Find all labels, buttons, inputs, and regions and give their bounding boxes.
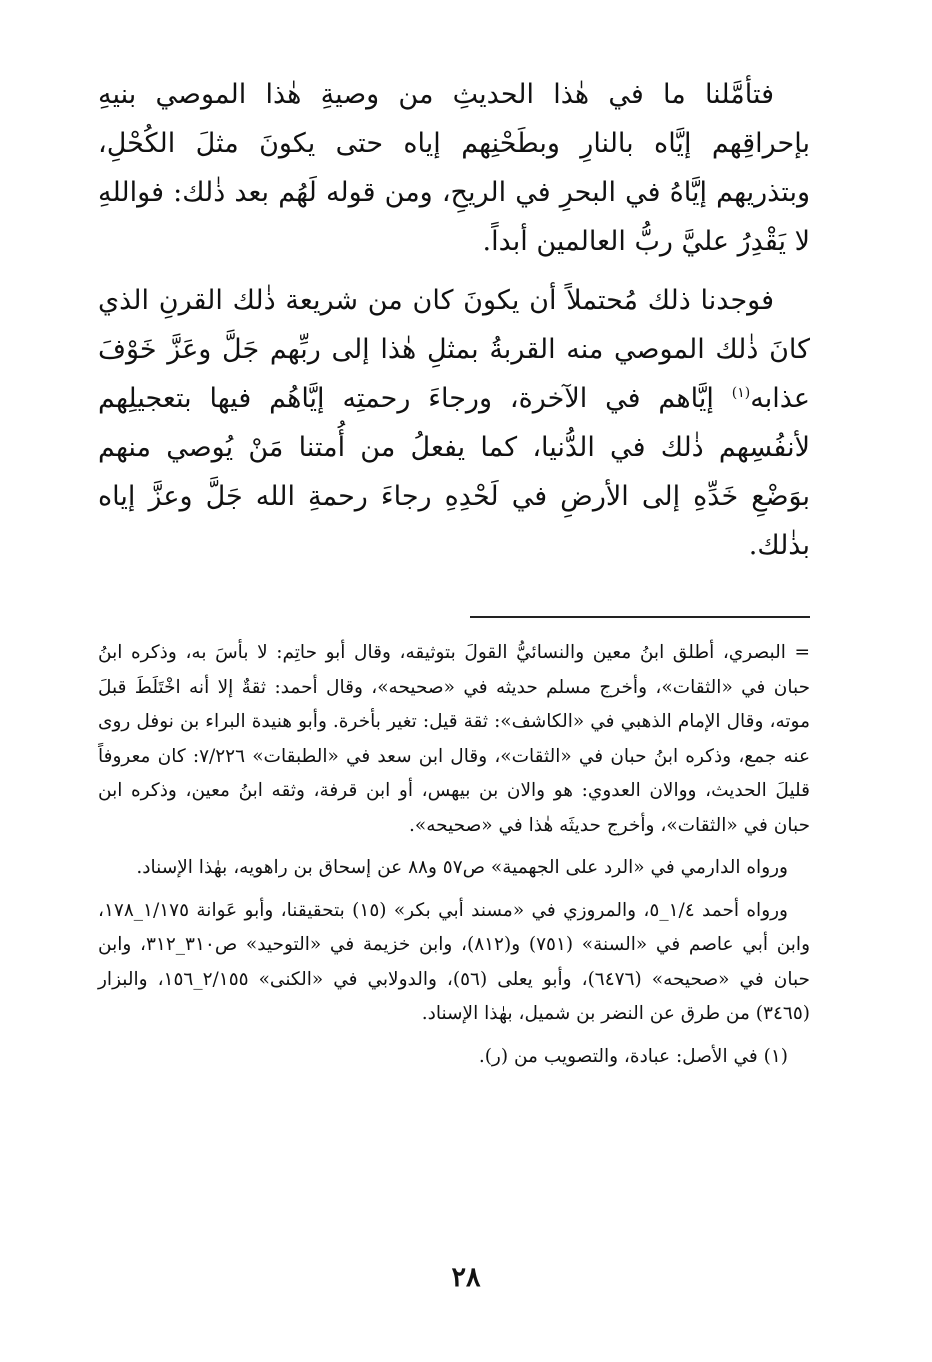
- footnote-ahmad: ورواه أحمد ١/٤_٥، والمروزي في «مسند أبي بكر» (١٥) بتحقيقنا، وأبو عَوانة ١/١٧٥_١٧٨، وابن أبي عاصم في «السنة» (٧٥١) و(٨١٢)، وابن خزيمة في «التوحيد» ص٣١٠_٣١٢، وابن حبان في «صحيحه» (٦٤٧٦)، وأبو يعلى (٥٦)، والدولابي في «الكنى» ٢/١٥٥_١٥٦، والبزار (٣٤٦٥) من طرق عن النضر بن شميل، بهٰذا الإسناد.: [98, 899, 811, 1024]
- main-paragraph-2-end: إيَّاهم في الآخرة، ورجاءَ رحمتِه إيَّاهُم فيها بتعجيلِهم لأنفُسِهم ذٰلك في الدُّنيا، كما يفعلُ من أُمتنا مَنْ يُوصي منهم بوَضْعِ خَدِّهِ إلى الأرضِ في لَحْدِهِ رجاءَ رحمةِ الله جَلَّ وعزَّ إياه بذٰلك.: [98, 383, 810, 561]
- main-paragraph-2-start: فوجدنا ذلك مُحتملاً أن يكونَ كان من شريعة ذٰلك القرنِ الذي كانَ ذٰلك الموصي منه القربةُ بمثلِ هٰذا إلى ربِّهم جَلَّ وعَزَّ خَوْفَ عذابه: [98, 285, 810, 414]
- main-paragraph-1: فتأمَّلنا ما في هٰذا الحديثِ من وصيةِ هٰذا الموصي بنيهِ بإحراقِهم إيَّاه بالنارِ وبطَحْنِهم إياه حتى يكونَ مثلَ الكُحْلِ، وبتذريهم إيَّاهُ في البحرِ في الريحِ، ومن قوله لَهُم بعد ذٰلك: فواللهِ لا يَقْدِرُ عليَّ ربُّ العالمين أبداً.: [98, 79, 810, 257]
- footnotes: [98, 636, 810, 1074]
- main-text: [98, 70, 810, 570]
- footnote-darimi: ورواه الدارمي في «الرد على الجهمية» ص٥٧ و٨٨ عن إسحاق بن راهويه، بهٰذا الإسناد.: [136, 857, 788, 878]
- footnote-1: (١) في الأصل: عبادة، والتصويب من (ر).: [478, 1045, 788, 1067]
- footnote-reference[interactable]: (١): [731, 385, 751, 401]
- page-body: [98, 70, 810, 1300]
- page-number: ٢٨: [451, 1262, 481, 1293]
- footnote-continuation: = البصري، أطلق ابنُ معين والنسائيُّ القولَ بتوثيقه، وقال أبو حاتِم: لا بأسَ به، وذكره ابنُ حبان في «الثقات»، وأخرج مسلم حديثه في «صحيحه»، وقال أحمد: ثقةٌ إلا أنه اخْتَلَطَ قبلَ موته، وقال الإمام الذهبي في «الكاشف»: ثقة قيل: تغير بأخرة. وأبو هنيدة البراء بن نوفل روى عنه جمع، وذكره ابنُ حبان في «الثقات»، وقال ابن سعد في «الطبقات» ٧/٢٢٦: كان معروفاً قليلَ الحديث، ووالان العدوي: هو والان بن بيهس، أو ابن قرفة، وثقه ابنُ معين، وذكره ابن حبان في «الثقات»، وأخرج حديثَه هٰذا في «صحيحه».: [98, 642, 810, 836]
- main-paragraph-2: [98, 276, 810, 570]
- footnote-separator: [470, 616, 810, 618]
